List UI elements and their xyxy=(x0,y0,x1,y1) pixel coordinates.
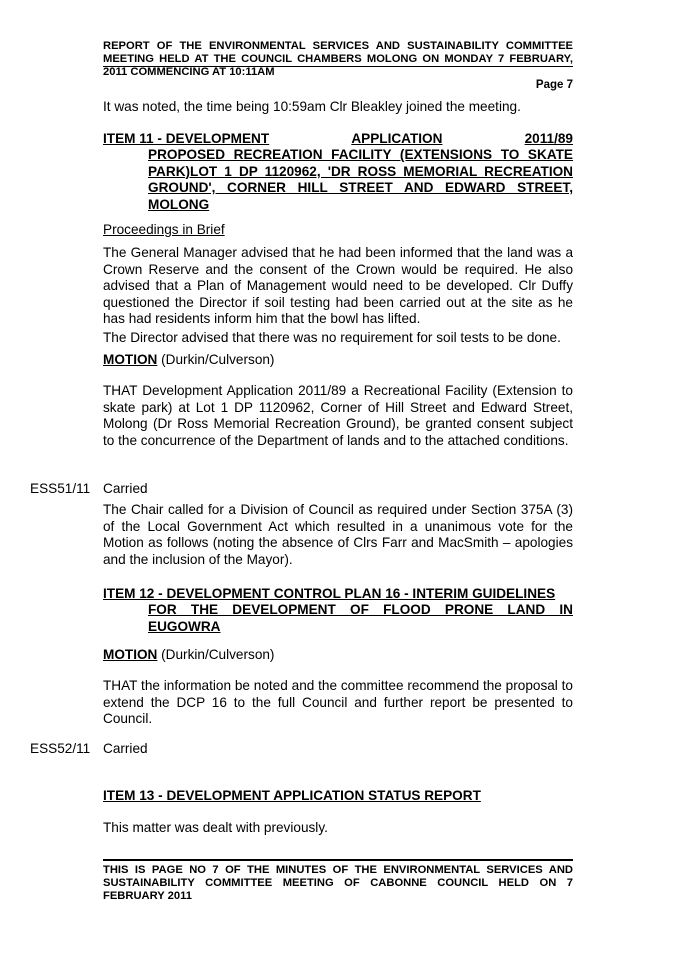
page-footer: THIS IS PAGE NO 7 OF THE MINUTES OF THE ENVIRONMENTAL SERVICES AND SUSTAINABILITY COMMITTEE MEETING OF CABONNE COUNCIL HELD ON 7 FEBRUARY 2011 xyxy=(103,864,573,903)
proceedings-label: Proceedings in Brief xyxy=(103,222,225,237)
item-12-motion-label: MOTION xyxy=(103,647,158,662)
item-11-heading-rest: PROPOSED RECREATION FACILITY (EXTENSIONS TO SKATE PARK)LOT 1 DP 1120962, 'DR ROSS MEMORIAL RECREATION GROUND', CORNER HILL STREET AND EDWARD STREET, MOLONG xyxy=(148,147,573,212)
intro-note: It was noted, the time being 10:59am Clr Bleakley joined the meeting. xyxy=(103,99,521,114)
footer-rule xyxy=(103,859,573,861)
item-12-motion-line xyxy=(103,647,573,664)
item-11-para-1: The General Manager advised that he had been informed that the land was a Crown Reserve and the consent of the Crown would be required. He also advised that a Plan of Management would need to be developed. Clr Duffy questioned the Director if soil testing had been carried out at the site as he has had residents inform him that the bowl has lifted. xyxy=(103,245,573,327)
item-12-heading-first: ITEM 12 - DEVELOPMENT CONTROL PLAN 16 - INTERIM GUIDELINES xyxy=(103,586,556,601)
item-12-motion-text: THAT the information be noted and the committee recommend the proposal to extend the DCP 16 to the full Council and further report be presented to Council. xyxy=(103,678,573,727)
report-header: REPORT OF THE ENVIRONMENTAL SERVICES AND SUSTAINABILITY COMMITTEE MEETING HELD AT THE COUNCIL CHAMBERS MOLONG ON MONDAY 7 FEBRUARY, 2011 COMMENCING AT 10:11AM xyxy=(103,40,573,78)
item-11-heading-part-a: ITEM 11 - DEVELOPMENT xyxy=(103,131,270,146)
item-13-heading: ITEM 13 - DEVELOPMENT APPLICATION STATUS REPORT xyxy=(103,788,481,803)
item-11-para-2: The Director advised that there was no requirement for soil tests to be done. xyxy=(103,330,561,345)
item-11-heading xyxy=(103,131,573,213)
resolution-number-ess51: ESS51/11 xyxy=(30,481,91,496)
item-11-motion-line xyxy=(103,352,573,369)
header-underline xyxy=(103,66,573,67)
item-12-result: Carried xyxy=(103,741,148,756)
item-13-text: This matter was dealt with previously. xyxy=(103,820,328,835)
item-11-heading-part-c: 2011/89 xyxy=(524,131,573,146)
item-11-motion-label: MOTION xyxy=(103,352,158,367)
item-12-heading xyxy=(103,586,573,635)
item-12-motion-movers: (Durkin/Culverson) xyxy=(157,647,275,662)
item-11-heading-part-b: APPLICATION xyxy=(351,131,443,146)
item-11-division-text: The Chair called for a Division of Council as required under Section 375A (3) of the Local Government Act which resulted in a unanimous vote for the Motion as follows (noting the absence of Clrs Farr and MacSmith – apologies and the inclusion of the Mayor). xyxy=(103,502,573,567)
page-number: Page 7 xyxy=(535,79,573,91)
resolution-number-ess52: ESS52/11 xyxy=(30,741,91,756)
item-11-motion-movers: (Durkin/Culverson) xyxy=(157,352,275,367)
item-11-motion-text: THAT Development Application 2011/89 a Recreational Facility (Extension to skate park) at Lot 1 DP 1120962, Corner of Hill Street and Edward Street, Molong (Dr Ross Memorial Recreation Ground), be granted consent subject to the concurrence of the Department of lands and to the attached conditions. xyxy=(103,383,573,448)
item-12-heading-rest: FOR THE DEVELOPMENT OF FLOOD PRONE LAND IN EUGOWRA xyxy=(148,602,573,634)
item-11-result: Carried xyxy=(103,481,148,496)
